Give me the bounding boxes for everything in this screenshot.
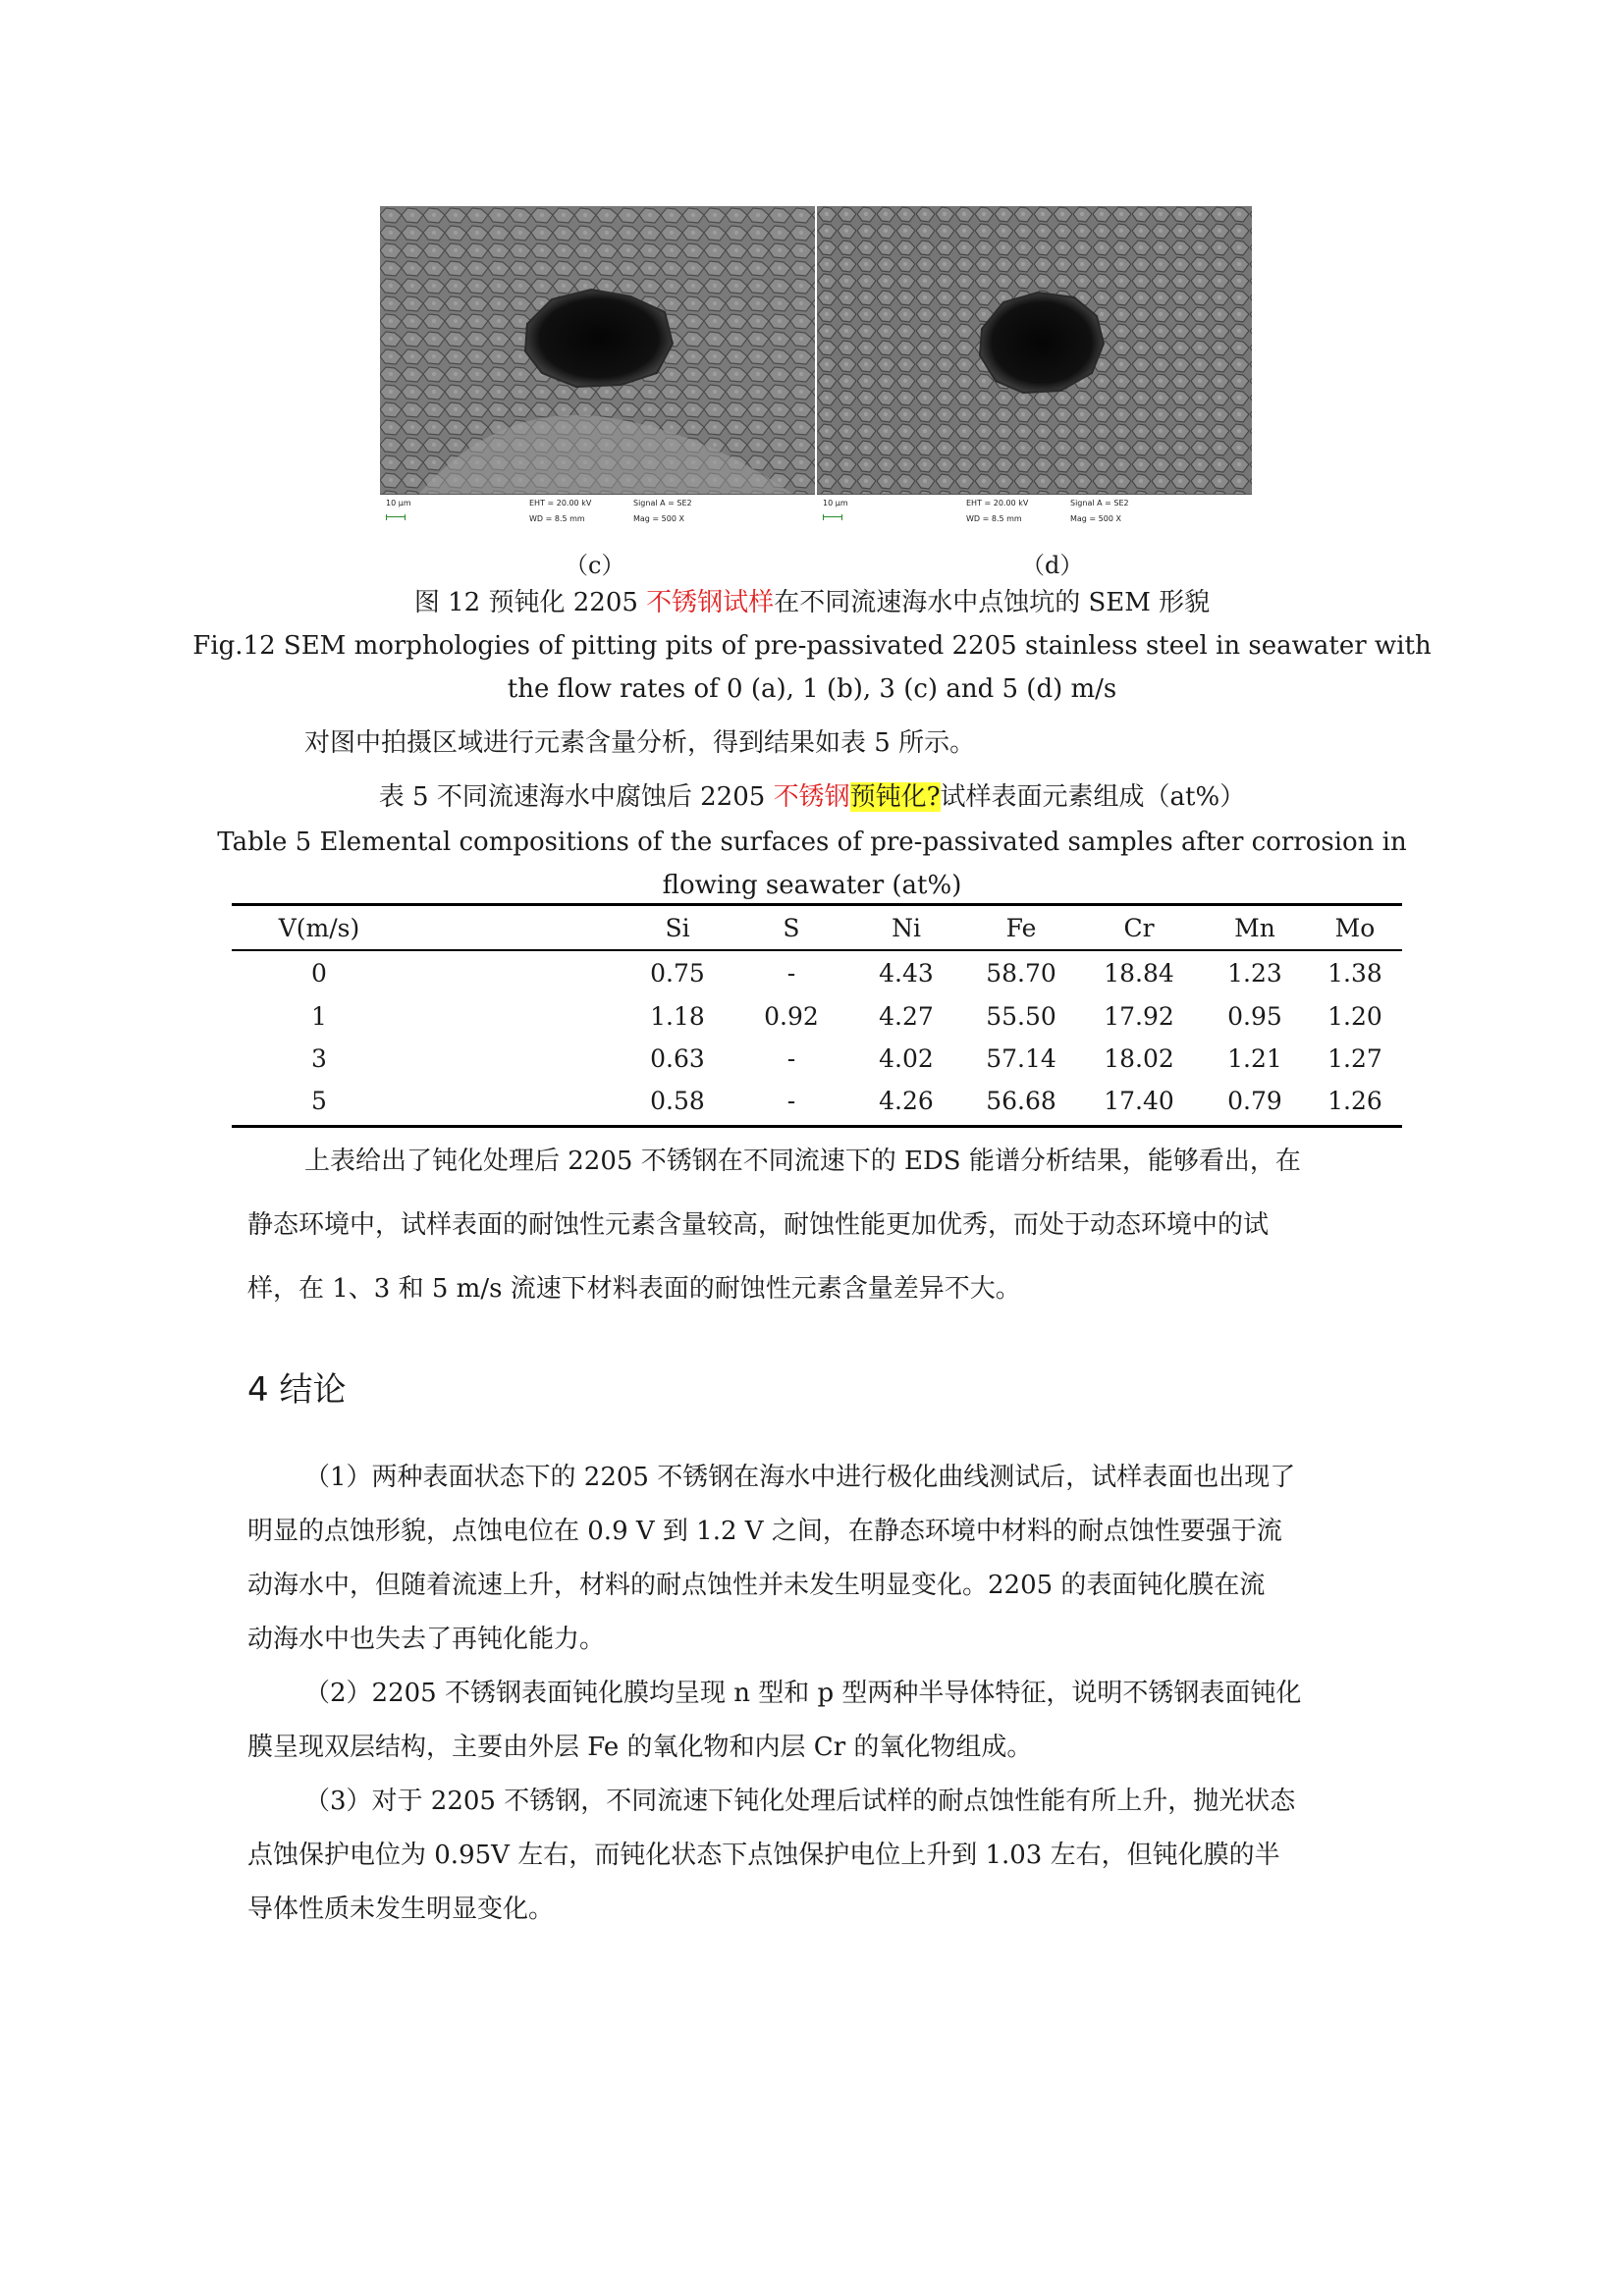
table-header: S <box>783 914 800 942</box>
caption-highlight-red: 不锈钢试样 <box>646 588 775 617</box>
table-cell: 17.40 <box>1104 1087 1174 1115</box>
intro-paragraph: 对图中拍摄区域进行元素含量分析，得到结果如表 5 所示。 <box>304 728 976 758</box>
table-cell: - <box>786 1087 796 1115</box>
table-cell: 1.18 <box>650 1002 705 1031</box>
table-cell: 3 <box>311 1044 327 1073</box>
wd-value: WD = 8.5 mm <box>529 514 585 523</box>
table-cell: 0.63 <box>650 1044 705 1073</box>
table-header: V(m/s) <box>278 914 360 942</box>
figure-caption-en-2: the flow rates of 0 (a), 1 (b), 3 (c) and 5 (d) m/s <box>507 674 1117 704</box>
table-header: Ni <box>892 914 921 942</box>
table-header-rule <box>232 949 1402 951</box>
section-heading: 4 结论 <box>247 1370 347 1410</box>
table-cell: 1.26 <box>1327 1087 1382 1115</box>
table-top-rule <box>232 903 1402 906</box>
table-cell: 1.27 <box>1327 1044 1382 1073</box>
mag-value: Mag = 500 X <box>1070 514 1121 523</box>
table-cell: 4.02 <box>879 1044 934 1073</box>
table-cell: 5 <box>311 1087 327 1115</box>
table-cell: 0.58 <box>650 1087 705 1115</box>
sem-micrograph-d <box>817 206 1252 494</box>
figure-caption-cn <box>0 581 1624 624</box>
panel-label-d: （d） <box>1021 552 1084 579</box>
table-cell: 1.23 <box>1227 959 1282 988</box>
conclusion-1-line-1: （1）两种表面状态下的 2205 不锈钢在海水中进行极化曲线测试后，试样表面也出现了 <box>304 1463 1296 1492</box>
eht-value: EHT = 20.00 kV <box>966 499 1029 507</box>
table-cell: 57.14 <box>986 1044 1056 1073</box>
caption-highlight-yellow: 预钝化? <box>849 782 941 812</box>
table-bottom-rule <box>232 1125 1402 1128</box>
table-caption-en-1: Table 5 Elemental compositions of the surfaces of pre-passivated samples after corrosion in <box>217 828 1407 857</box>
table-cell: 0 <box>311 959 327 988</box>
table-cell: 0.92 <box>764 1002 819 1031</box>
scale-bar <box>386 514 406 520</box>
eht-value: EHT = 20.00 kV <box>529 499 592 507</box>
conclusion-3-line-2: 点蚀保护电位为 0.95V 左右，而钝化状态下点蚀保护电位上升到 1.03 左右，但钝化膜的半 <box>247 1841 1280 1870</box>
table-cell: 18.84 <box>1104 959 1174 988</box>
table-header: Si <box>665 914 690 942</box>
caption-text: 图 12 预钝化 2205 <box>413 588 647 617</box>
table-cell: 56.68 <box>986 1087 1056 1115</box>
analysis-line-1: 上表给出了钝化处理后 2205 不锈钢在不同流速下的 EDS 能谱分析结果，能够看出，在 <box>304 1147 1301 1176</box>
table-header: Cr <box>1123 914 1155 942</box>
analysis-line-2: 静态环境中，试样表面的耐蚀性元素含量较高，耐蚀性能更加优秀，而处于动态环境中的试 <box>247 1210 1270 1240</box>
caption-highlight-red: 不锈钢 <box>773 782 850 812</box>
table-cell: 0.95 <box>1227 1002 1282 1031</box>
table-cell: 1 <box>311 1002 327 1031</box>
conclusion-1-line-4: 动海水中也失去了再钝化能力。 <box>247 1625 606 1654</box>
conclusion-2-line-2: 膜呈现双层结构，主要由外层 Fe 的氧化物和内层 Cr 的氧化物组成。 <box>247 1733 1033 1762</box>
conclusion-2-line-1: （2）2205 不锈钢表面钝化膜均呈现 n 型和 p 型两种半导体特征，说明不锈钢表面钝化 <box>304 1679 1302 1708</box>
table-cell: 4.26 <box>879 1087 934 1115</box>
sem-image-d <box>817 206 1252 534</box>
table-cell: 18.02 <box>1104 1044 1174 1073</box>
table-caption-cn <box>0 775 1624 819</box>
table-cell: 55.50 <box>986 1002 1056 1031</box>
signal-value: Signal A = SE2 <box>633 499 692 507</box>
table-header: Mn <box>1234 914 1275 942</box>
wd-value: WD = 8.5 mm <box>966 514 1022 523</box>
table-cell: 17.92 <box>1104 1002 1174 1031</box>
mag-value: Mag = 500 X <box>633 514 684 523</box>
table-cell: 1.20 <box>1327 1002 1382 1031</box>
conclusion-1-line-3: 动海水中，但随着流速上升，材料的耐点蚀性并未发生明显变化。2205 的表面钝化膜在流 <box>247 1571 1266 1600</box>
panel-label-c: （c） <box>565 552 625 579</box>
table-cell: 4.43 <box>879 959 934 988</box>
table-cell: - <box>786 1044 796 1073</box>
table-cell: 4.27 <box>879 1002 934 1031</box>
sem-micrograph-c <box>380 206 815 494</box>
conclusion-1-line-2: 明显的点蚀形貌，点蚀电位在 0.9 V 到 1.2 V 之间，在静态环境中材料的耐点蚀性要强于流 <box>247 1517 1282 1546</box>
scale-label: 10 μm <box>386 499 411 507</box>
table-header: Fe <box>1005 914 1037 942</box>
table-header: Mo <box>1334 914 1376 942</box>
analysis-line-3: 样，在 1、3 和 5 m/s 流速下材料表面的耐蚀性元素含量差异不大。 <box>247 1274 1021 1304</box>
table-cell: 1.38 <box>1327 959 1382 988</box>
caption-text: 在不同流速海水中点蚀坑的 SEM 形貌 <box>774 588 1211 617</box>
table-cell: 1.21 <box>1227 1044 1282 1073</box>
table-cell: 0.75 <box>650 959 705 988</box>
sem-info-bar-d <box>817 494 1252 534</box>
signal-value: Signal A = SE2 <box>1070 499 1129 507</box>
sem-image-c <box>380 206 815 534</box>
conclusion-3-line-1: （3）对于 2205 不锈钢，不同流速下钝化处理后试样的耐点蚀性能有所上升，抛光状态 <box>304 1787 1296 1816</box>
table-caption-en-2: flowing seawater (at%) <box>662 871 962 900</box>
table-cell: 0.79 <box>1227 1087 1282 1115</box>
conclusion-3-line-3: 导体性质未发生明显变化。 <box>247 1895 555 1924</box>
scale-bar <box>823 514 842 520</box>
caption-text: 试样表面元素组成（at%） <box>940 782 1246 812</box>
scale-label: 10 μm <box>823 499 848 507</box>
table-cell: - <box>786 959 796 988</box>
figure-caption-en-1: Fig.12 SEM morphologies of pitting pits of pre-passivated 2205 stainless steel in seawater with <box>192 631 1432 661</box>
sem-info-bar-c <box>380 494 815 534</box>
table-cell: 58.70 <box>986 959 1056 988</box>
caption-text: 表 5 不同流速海水中腐蚀后 2205 <box>378 782 774 812</box>
